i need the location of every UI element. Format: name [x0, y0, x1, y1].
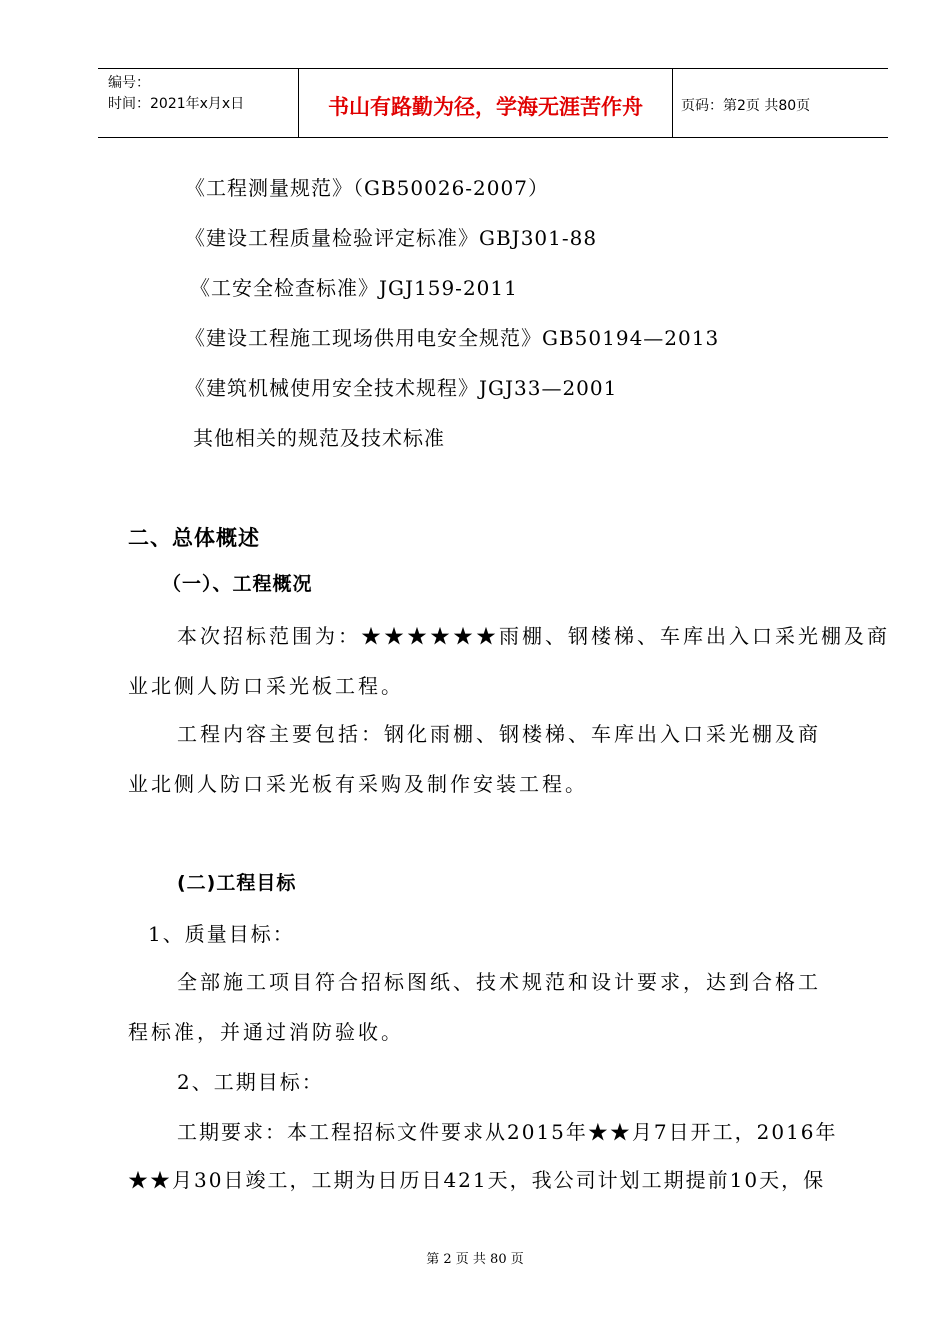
goal-label: 2、工期目标：	[177, 1070, 324, 1094]
page-footer: 第 2 页 共 80 页	[426, 1252, 524, 1267]
standard-item: 《建筑机械使用安全技术规程》JGJ33—2001	[185, 376, 618, 400]
page-info: 页码：第2页 共80页	[681, 98, 811, 114]
standard-item: 其他相关的规范及技术标准	[193, 426, 445, 450]
header-page-cell	[673, 69, 888, 137]
standard-item: 《建设工程施工现场供用电安全规范》GB50194—2013	[185, 326, 720, 350]
paragraph-line: ★★月30日竣工，工期为日历日421天，我公司计划工期提前10天，保	[128, 1168, 826, 1192]
standard-item: 《工安全检查标准》JGJ159-2011	[190, 276, 518, 300]
header-motto-cell	[299, 69, 673, 137]
paragraph-line: 全部施工项目符合招标图纸、技术规范和设计要求，达到合格工	[177, 970, 821, 994]
page-header	[98, 68, 888, 138]
time-label: 时间：2021年x月x日	[108, 96, 245, 112]
subsection-heading: （一）、工程概况	[162, 573, 313, 595]
standard-item: 《建设工程质量检验评定标准》GBJ301-88	[185, 226, 598, 250]
paragraph-line: 工程内容主要包括：钢化雨棚、钢楼梯、车库出入口采光棚及商	[177, 722, 821, 746]
paragraph-line: 工期要求：本工程招标文件要求从2015年★★月7日开工，2016年	[177, 1120, 838, 1144]
motto: 书山有路勤为径，学海无涯苦作舟	[328, 95, 643, 119]
goal-label: 1、质量目标：	[148, 922, 295, 946]
paragraph-line: 本次招标范围为：★★★★★★雨棚、钢楼梯、车库出入口采光棚及商	[177, 624, 890, 648]
header-meta-cell	[98, 69, 299, 137]
paragraph-line: 业北侧人防口采光板工程。	[128, 674, 404, 698]
code-label: 编号：	[108, 75, 150, 91]
section-heading: 二、总体概述	[128, 526, 260, 550]
standard-item: 《工程测量规范》（GB50026-2007）	[185, 176, 549, 200]
paragraph-line: 业北侧人防口采光板有采购及制作安装工程。	[128, 772, 588, 796]
subsection-heading: (二)工程目标	[177, 872, 297, 894]
paragraph-line: 程标准，并通过消防验收。	[128, 1020, 404, 1044]
